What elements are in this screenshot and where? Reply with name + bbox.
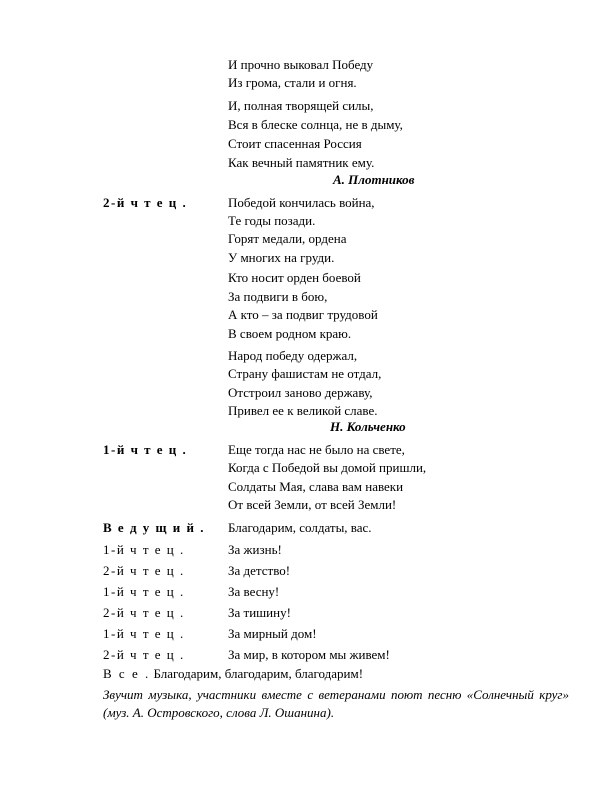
- verse-line: Когда с Победой вы домой пришли,: [228, 460, 427, 475]
- dialogue-line: За детство!: [228, 563, 291, 578]
- dialogue-line: За мир, в котором мы живем!: [228, 647, 390, 662]
- verse-line: Еще тогда нас не было на свете,: [228, 442, 405, 457]
- speaker-label: 2-й ч т е ц .: [103, 195, 188, 210]
- speaker-label: 2-й ч т е ц .: [103, 647, 185, 662]
- verse-line: Отстроил заново державу,: [228, 385, 373, 400]
- dialogue-line: За мирный дом!: [228, 626, 317, 641]
- speaker-label: В е д у щ и й .: [103, 520, 205, 535]
- verse-line: Стоит спасенная Россия: [228, 136, 362, 151]
- author-signature: А. Плотников: [333, 172, 415, 187]
- verse-line: И, полная творящей силы,: [228, 98, 374, 113]
- verse-line: Солдаты Мая, слава вам навеки: [228, 479, 404, 494]
- verse-line: Как вечный памятник ему.: [228, 155, 375, 170]
- verse-line: Победой кончилась война,: [228, 195, 375, 210]
- dialogue-line: За весну!: [228, 584, 280, 599]
- verse-line: У многих на груди.: [228, 250, 335, 265]
- verse-line: Те годы позади.: [228, 213, 316, 228]
- speaker-label: В с е .: [103, 666, 151, 681]
- stage-direction: Звучит музыка, участники вместе с ветеранами поют песню «Солнечный круг» (муз. А. Островского, слова Л. Ошанина).: [103, 687, 569, 720]
- verse-line: Народ победу одержал,: [228, 348, 358, 363]
- verse-line: В своем родном краю.: [228, 326, 352, 341]
- verse-line: И прочно выковал Победу: [228, 57, 374, 72]
- all-line-text: Благодарим, благодарим, благодарим!: [150, 666, 364, 681]
- speaker-label: 1-й ч т е ц .: [103, 584, 185, 599]
- author-signature: Н. Кольченко: [330, 419, 406, 434]
- speaker-label: 1-й ч т е ц .: [103, 542, 185, 557]
- verse-line: Страну фашистам не отдал,: [228, 366, 382, 381]
- dialogue-line: За тишину!: [228, 605, 291, 620]
- verse-line: Кто носит орден боевой: [228, 270, 361, 285]
- speaker-label: 1-й ч т е ц .: [103, 442, 188, 457]
- dialogue-line: За жизнь!: [228, 542, 282, 557]
- speaker-label: 2-й ч т е ц .: [103, 605, 185, 620]
- dialogue-line: Благодарим, солдаты, вас.: [228, 520, 372, 535]
- verse-line: Горят медали, ордена: [228, 231, 347, 246]
- verse-line: А кто – за подвиг трудовой: [228, 307, 378, 322]
- all-line: [103, 666, 363, 682]
- verse-line: Вся в блеске солнца, не в дыму,: [228, 117, 403, 132]
- speaker-label: 2-й ч т е ц .: [103, 563, 185, 578]
- verse-line: За подвиги в бою,: [228, 289, 328, 304]
- verse-line: Привел ее к великой славе.: [228, 403, 378, 418]
- verse-line: Из грома, стали и огня.: [228, 75, 357, 90]
- speaker-label: 1-й ч т е ц .: [103, 626, 185, 641]
- verse-line: От всей Земли, от всей Земли!: [228, 497, 397, 512]
